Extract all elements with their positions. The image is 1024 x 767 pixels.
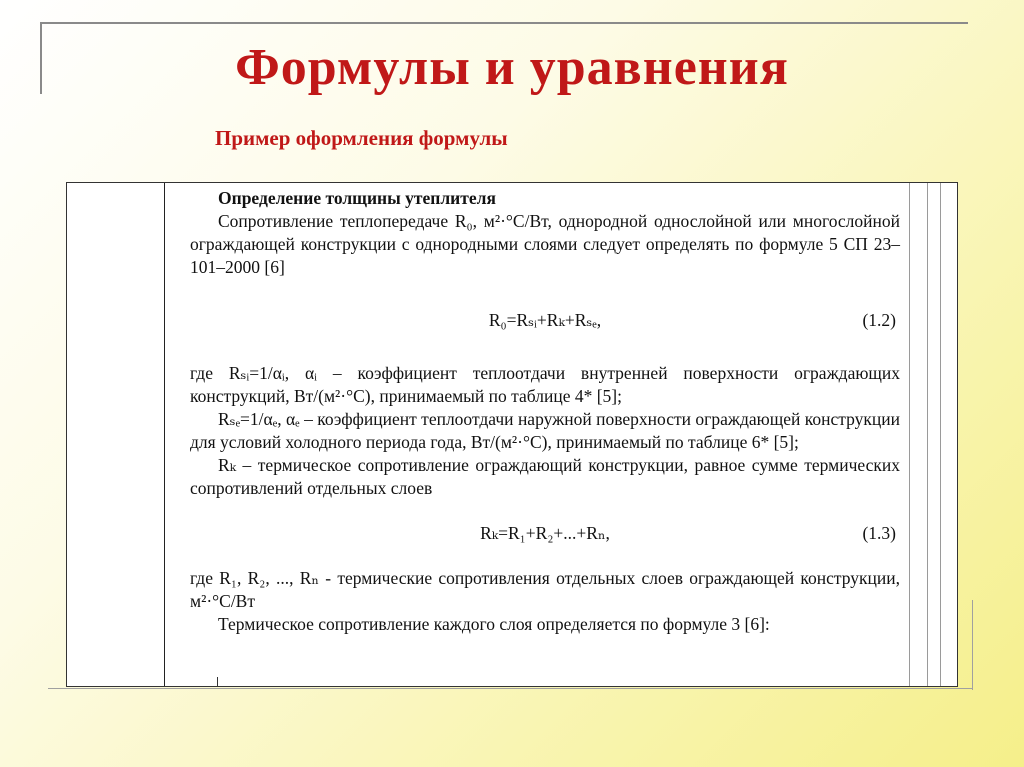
formula-1-3-number: (1.3)	[862, 523, 896, 543]
paragraph-layers-definition: где R₁, R₂, ..., Rₙ - термические сопротивления отдельных слоев ограждающей конструкции, м²·°С/Вт	[190, 568, 900, 611]
paragraph-rk-definition: Rₖ – термическое сопротивление ограждающий конструкции, равное сумме термических сопротивлений отдельных слоев	[190, 455, 900, 498]
page-margin-line-right	[909, 183, 910, 686]
paragraph-rsi-definition: где Rₛᵢ=1/αᵢ, αᵢ – коэффициент теплоотдачи внутренней поверхности ограждающих конструкций, Вт/(м²·°С), принимаемый по таблице 4* [5];	[190, 363, 900, 406]
paragraph-resistance-definition: Сопротивление теплопередаче R₀, м²·°С/Вт, однородной однослойной или многослойной ограждающей конструкции с однородными слоями следует определять по формуле 5 СП 23–101–2000 [6]	[190, 211, 900, 277]
page-margin-line-left	[164, 183, 165, 686]
formula-1-2-expression: R₀=Rₛᵢ+Rₖ+Rₛₑ,	[488, 310, 602, 330]
slide-subtitle: Пример оформления формулы	[215, 126, 508, 150]
frame-right-line	[972, 600, 973, 690]
paragraph-layer-resistance: Термическое сопротивление каждого слоя определяется по формуле 3 [6]:	[218, 614, 770, 634]
frame-top-line	[40, 22, 968, 24]
document-body	[190, 187, 900, 636]
paragraph-rse-definition: Rₛₑ=1/αₑ, αₑ – коэффициент теплоотдачи наружной поверхности ограждающей конструкции для условий холодного периода года, Вт/(м²·°С), принимаемый по таблице 6* [5];	[190, 409, 900, 452]
text-cursor	[217, 677, 218, 687]
formula-1-2	[190, 309, 900, 332]
document-heading: Определение толщины утеплителя	[218, 188, 496, 208]
slide-title: Формулы и уравнения	[235, 39, 789, 96]
formula-1-2-number: (1.2)	[862, 310, 896, 330]
frame-bottom-line	[48, 688, 972, 689]
page-edge-line-2	[940, 183, 941, 686]
document-screenshot	[66, 182, 958, 687]
formula-1-3	[190, 522, 900, 545]
page-edge-line-1	[927, 183, 928, 686]
formula-1-3-expression: Rₖ=R₁+R₂+...+Rₙ,	[480, 523, 610, 543]
